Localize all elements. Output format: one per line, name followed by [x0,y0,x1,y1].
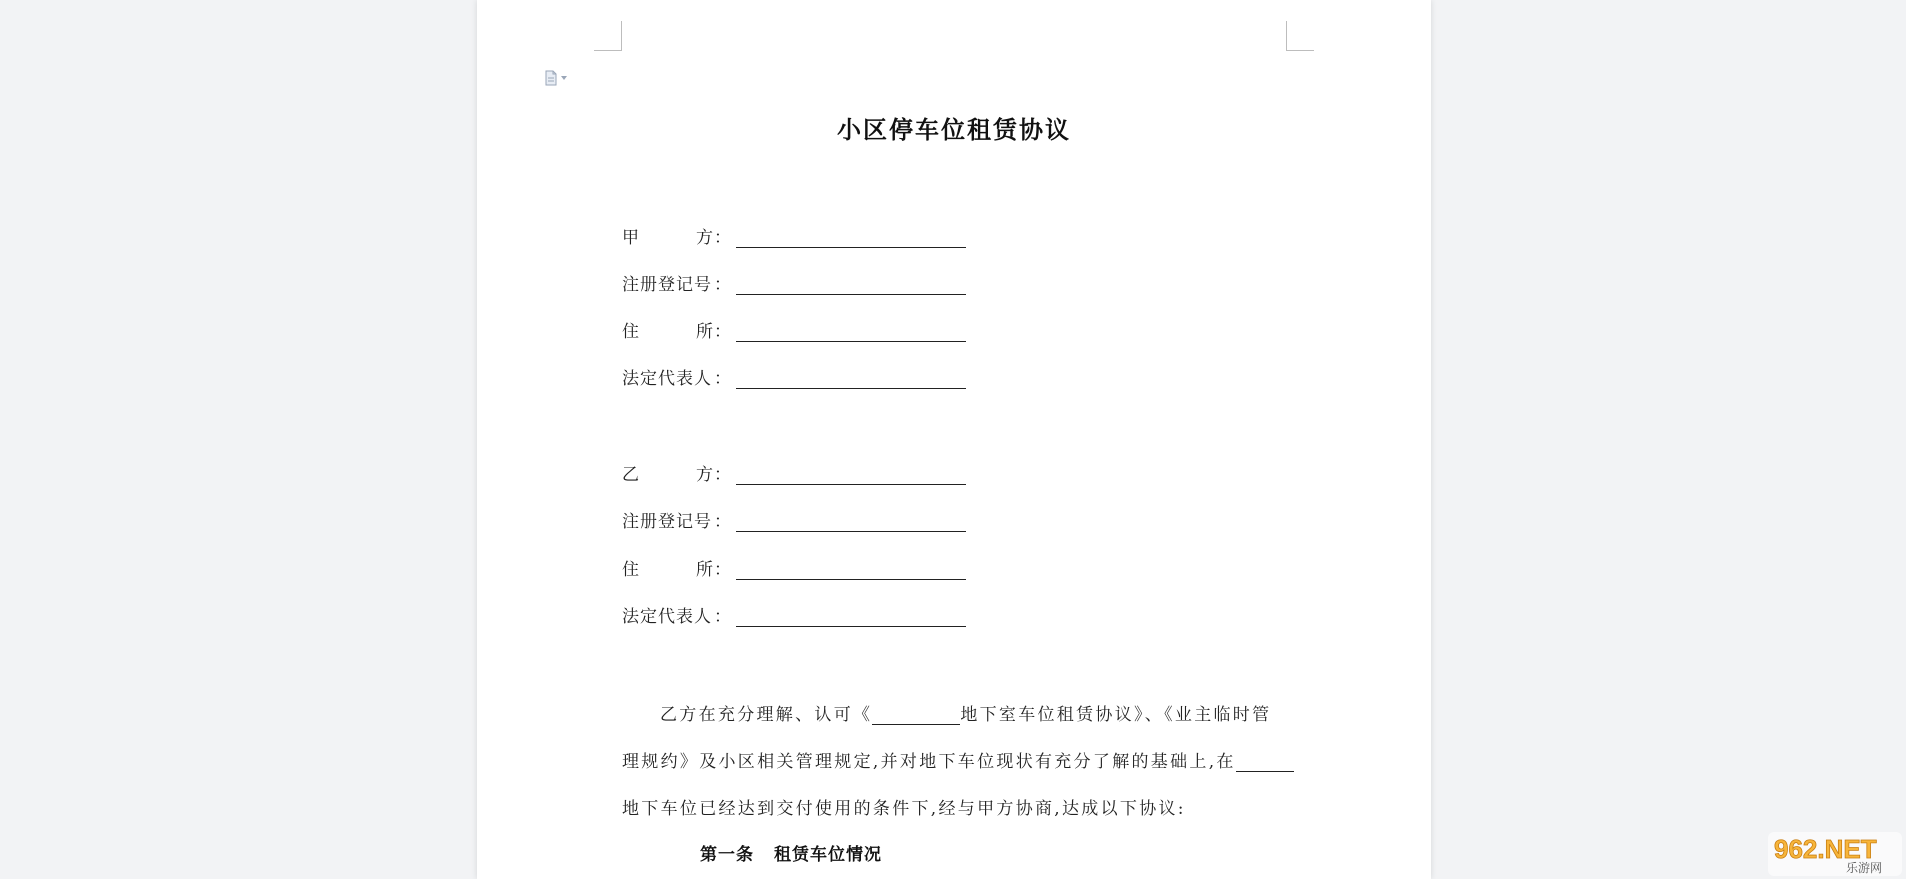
party-b-rep-field [622,603,966,627]
party-a-reg-blank[interactable] [736,274,966,295]
clause-1-heading [700,840,882,865]
clause-1-title: 租赁车位情况 [774,845,882,865]
colon: ： [714,275,732,295]
party-b-address-field [622,556,966,580]
party-a-name-blank[interactable] [736,227,966,248]
colon: ： [714,369,732,389]
party-b-address-label-end: 所 [696,560,714,580]
party-b-address-label-start: 住 [622,560,640,580]
party-a-rep-field [622,365,966,389]
party-a-name-label-end: 方 [696,228,714,248]
party-b-rep-blank[interactable] [736,606,966,627]
watermark-brand: 962.NET [1774,834,1877,864]
party-a-name-label-start: 甲 [622,228,640,248]
colon: ： [714,512,732,532]
intro-line-1-start: 乙方在充分理解、认可《 [660,705,873,725]
clause-1-number: 第一条 [700,845,754,865]
party-b-reg-label: 注册登记号 [622,512,712,532]
intro-line-3: 地下车位已经达到交付使用的条件下,经与甲方协商,达成以下协议: [622,799,1186,819]
site-watermark [1768,832,1902,876]
party-a-address-blank[interactable] [736,321,966,342]
location-blank[interactable] [1236,753,1294,772]
party-b-name-label-start: 乙 [622,465,640,485]
party-b-name-blank[interactable] [736,464,966,485]
party-a-reg-label: 注册登记号 [622,275,712,295]
party-a-name-field [622,224,966,248]
document-page [477,0,1431,879]
party-a-address-label-end: 所 [696,322,714,342]
colon: ： [714,228,732,248]
paste-options-button[interactable] [544,70,570,86]
party-b-name-label-end: 方 [696,465,714,485]
intro-line-2 [622,747,1287,772]
intro-line-1 [622,700,1325,725]
party-b-reg-blank[interactable] [736,511,966,532]
colon: ： [714,560,732,580]
margin-corner-top-left [594,21,622,51]
party-b-address-blank[interactable] [736,559,966,580]
intro-line-1-end: 地下室车位租赁协议》、《业主临时管 [960,705,1272,725]
watermark-sub: 乐游网 [1846,861,1883,875]
party-b-rep-label: 法定代表人 [622,607,712,627]
chevron-down-icon [561,76,567,80]
party-a-rep-blank[interactable] [736,368,966,389]
intro-line-2-text: 理规约》及小区相关管理规定,并对地下车位现状有充分了解的基础上,在 [622,752,1236,772]
document-title: 小区停车位租赁协议 [837,115,1071,144]
colon: ： [714,322,732,342]
party-a-address-field [622,318,966,342]
party-b-name-field [622,461,966,485]
party-b-reg-field [622,508,966,532]
colon: ： [714,607,732,627]
party-a-rep-label: 法定代表人 [622,369,712,389]
party-a-address-label-start: 住 [622,322,640,342]
colon: ： [714,465,732,485]
document-icon [544,70,558,86]
party-a-reg-field [622,271,966,295]
margin-corner-top-right [1286,21,1314,51]
agreement-name-blank[interactable] [872,706,960,725]
